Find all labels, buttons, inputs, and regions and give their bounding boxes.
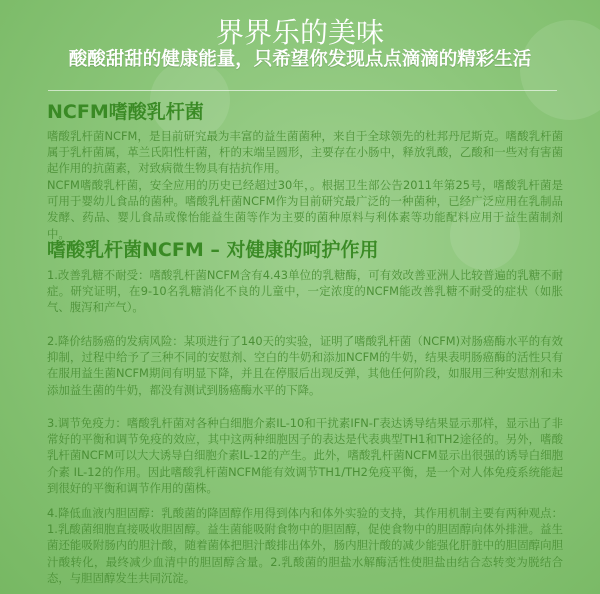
paragraph-cholesterol: 4.降低血液内胆固醇：乳酸菌的降固醇作用得到体内和体外实验的支持，其作用机制主要有两种观点：1.乳酸菌细胞直接吸收胆固醇。益生菌能吸附食物中的胆固醇，促使食物中的胆固醇向体外排泄。益生菌还能吸附肠内的胆汁酸，随着菌体把胆汁酸排出体外，肠内胆汁酸的减少能强化肝脏中的胆固醇向胆汁酸转化，最终减少血清中的胆固醇含量。2.乳酸菌的胆盐水解酶活性使胆盐由结合态转变为脱结合态，与胆固醇发生共同沉淀。: [47, 506, 563, 585]
paragraph-lactose: 1.改善乳糖不耐受：嗜酸乳杆菌NCFM含有4.43单位的乳糖酶，可有效改善亚洲人比较普遍的乳糖不耐症。研究证明，在9-10名乳糖消化不良的儿童中，一定浓度的NCFM能改善乳糖不耐受的症状（如胀气、腹泻和产气）。: [47, 268, 563, 315]
divider: [48, 90, 557, 91]
section-heading-ncfm: NCFM嗜酸乳杆菌: [47, 101, 204, 123]
section-heading-health: 嗜酸乳杆菌NCFM – 对健康的呵护作用: [47, 239, 379, 261]
paragraph-colon-cancer: 2.降价结肠癌的发病风险：某项进行了140天的实验，证明了嗜酸乳杆菌（NCFM)对肠癌酶水平的有效抑制，过程中给予了三种不同的安慰剂、空白的牛奶和添加NCFM的牛奶，结果表明肠癌酶的活性只有在服用益生菌NCFM期间有明显下降，并且在停服后出现反弹，其他任何阶段，如服用三种安慰剂和未添加益生菌的牛奶，都没有测试到肠癌酶水平的下降。: [47, 334, 563, 397]
page-subtitle: 酸酸甜甜的健康能量，只希望你发现点点滴滴的精彩生活: [68, 49, 532, 70]
page-title: 界界乐的美味: [215, 16, 384, 49]
paragraph-immunity: 3.调节免疫力：嗜酸乳杆菌对各种白细胞介素IL-10和干扰素IFN-Γ表达诱导结果显示那样，显示出了非常好的平衡和调节免疫的效应，其中这两种细胞因子的表达是代表典型TH1和TH2途径的。另外，嗜酸乳杆菌NCFM可以大大诱导白细胞介素IL-12的产生。此外，嗜酸乳杆菌NCFM显示出很强的诱导白细胞介素 IL-12的作用。因此嗜酸乳杆菌NCFM能有效调节TH1/TH2免疫平衡，是一个对人体免疫系统能起到很好的平衡和调节作用的菌株。: [47, 416, 563, 495]
paragraph-intro: 嗜酸乳杆菌NCFM，是目前研究最为丰富的益生菌菌种，来自于全球领先的杜邦丹尼斯克。嗜酸乳杆菌属于乳杆菌属，革兰氏阳性杆菌，杆的末端呈圆形，主要存在小肠中，释放乳酸，乙酸和一些对有害菌起作用的抗菌素，对致病微生物具有拮抗作用。: [47, 129, 563, 176]
paragraph-safety: NCFM嗜酸乳杆菌，安全应用的历史已经超过30年，。根据卫生部公告2011年第25号，嗜酸乳杆菌是可用于婴幼儿食品的菌种。嗜酸乳杆菌NCFM作为目前研究最广泛的一种菌种，已经广泛应用在乳制品发酵、药品、婴儿食品或像怡能益生菌等作为主要的菌种原料与利体素等功能配料应用于益生菌制剂中。: [47, 178, 563, 241]
